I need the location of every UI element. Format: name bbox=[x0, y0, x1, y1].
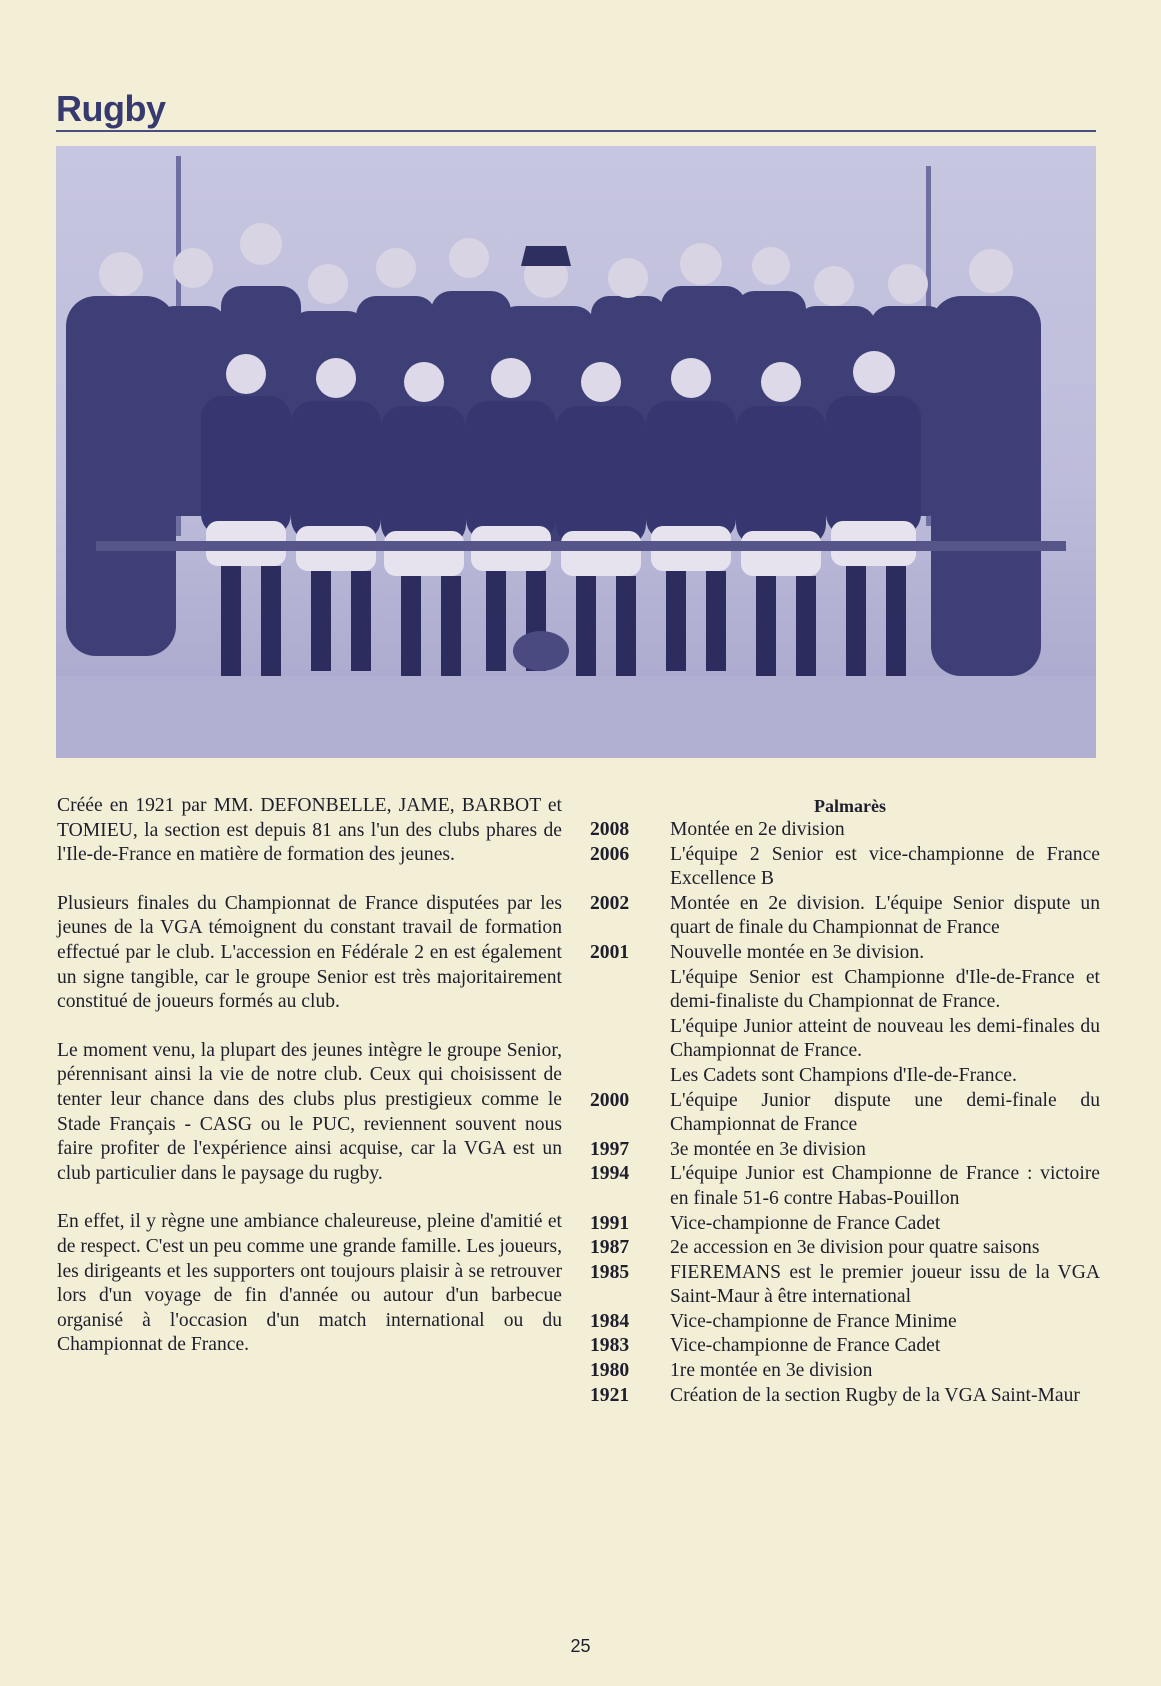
list-item bbox=[590, 966, 1100, 1015]
page-title: Rugby bbox=[56, 88, 166, 129]
year: 2000 bbox=[590, 1089, 630, 1111]
title-underline bbox=[56, 130, 1096, 132]
list-item bbox=[590, 1162, 1100, 1211]
achievement: FIEREMANS est le premier joueur issu de la VGA Saint-Maur à être international bbox=[670, 1261, 1100, 1308]
list-item bbox=[590, 1384, 1100, 1409]
year: 1921 bbox=[590, 1384, 630, 1406]
year: 1980 bbox=[590, 1360, 630, 1382]
achievement: 3e montée en 3e division bbox=[670, 1138, 866, 1160]
list-item bbox=[590, 1236, 1100, 1261]
list-item bbox=[590, 1359, 1100, 1384]
list-item bbox=[590, 1138, 1100, 1163]
team-photo bbox=[56, 146, 1096, 758]
achievement: Les Cadets sont Champions d'Ile-de-France. bbox=[670, 1064, 1017, 1086]
list-item bbox=[590, 818, 1100, 843]
list-item bbox=[590, 1015, 1100, 1064]
achievement: Montée en 2e division bbox=[670, 819, 845, 840]
achievement: L'équipe Junior dispute une demi-finale du Championnat de France bbox=[670, 1089, 1100, 1136]
year: 1983 bbox=[590, 1335, 630, 1357]
achievement: L'équipe Senior est Championne d'Ile-de-France et demi-finaliste du Championnat de France. bbox=[670, 966, 1100, 1013]
year: 2008 bbox=[590, 819, 630, 840]
list-item bbox=[590, 1310, 1100, 1335]
list-item bbox=[590, 1334, 1100, 1359]
year: 1987 bbox=[590, 1237, 630, 1259]
year: 1994 bbox=[590, 1163, 630, 1185]
list-item bbox=[590, 892, 1100, 941]
achievement: Montée en 2e division. L'équipe Senior dispute un quart de finale du Championnat de France bbox=[670, 892, 1100, 939]
year: 1985 bbox=[590, 1261, 630, 1283]
year: 1984 bbox=[590, 1310, 630, 1332]
year: 2001 bbox=[590, 941, 630, 963]
achievement: 1re montée en 3e division bbox=[670, 1360, 873, 1382]
list-item bbox=[590, 1212, 1100, 1237]
paragraph: Plusieurs finales du Championnat de France disputées par les jeunes de la VGA témoignent du constant travail de formation effectué par le club. L'accession en Fédérale 2 en est également un signe tangible, car le groupe Senior est très majoritairement constitué de joueurs formés au club. bbox=[57, 892, 562, 1013]
palmares-list bbox=[590, 818, 1100, 1408]
year bbox=[590, 1064, 670, 1089]
achievement: L'équipe 2 Senior est vice-championne de France Excellence B bbox=[670, 843, 1100, 890]
achievement: L'équipe Junior est Championne de France : victoire en finale 51-6 contre Habas-Pouillon bbox=[670, 1163, 1100, 1209]
list-item bbox=[590, 843, 1100, 892]
year bbox=[590, 1015, 670, 1064]
list-item bbox=[590, 1064, 1100, 1089]
list-item bbox=[590, 1261, 1100, 1310]
year: 2002 bbox=[590, 892, 630, 914]
achievement: Vice-championne de France Cadet bbox=[670, 1335, 941, 1357]
palmares-title: Palmarès bbox=[814, 796, 886, 816]
intro-text bbox=[57, 794, 562, 1382]
achievement: Nouvelle montée en 3e division. bbox=[670, 941, 925, 963]
achievement: Vice-championne de France Minime bbox=[670, 1310, 957, 1332]
list-item bbox=[590, 941, 1100, 966]
year bbox=[590, 966, 670, 1015]
year: 1991 bbox=[590, 1212, 630, 1234]
page-number: 25 bbox=[570, 1636, 591, 1656]
paragraph: Le moment venu, la plupart des jeunes intègre le groupe Senior, pérennisant ainsi la vie de notre club. Ceux qui choisissent de tenter leur chance dans des clubs plus prestigieux comme le Stade Français - CASG ou le PUC, reviennent souvent nous faire profiter de l'expérience ainsi acquise, car la VGA est un club particulier dans le paysage du rugby. bbox=[57, 1039, 562, 1184]
year: 2006 bbox=[590, 843, 630, 865]
achievement: 2e accession en 3e division pour quatre saisons bbox=[670, 1237, 1040, 1259]
paragraph: Créée en 1921 par MM. DEFONBELLE, JAME, BARBOT et TOMIEU, la section est depuis 81 ans l'un des clubs phares de l'Ile-de-France en matière de formation des jeunes. bbox=[57, 795, 562, 866]
list-item bbox=[590, 1089, 1100, 1138]
year: 1997 bbox=[590, 1138, 630, 1160]
achievement: L'équipe Junior atteint de nouveau les demi-finales du Championnat de France. bbox=[670, 1015, 1100, 1062]
achievement: Création de la section Rugby de la VGA Saint-Maur bbox=[670, 1384, 1080, 1406]
achievement: Vice-championne de France Cadet bbox=[670, 1212, 941, 1234]
paragraph: En effet, il y règne une ambiance chaleureuse, pleine d'amitié et de respect. C'est un peu comme une grande famille. Les joueurs, les dirigeants et les supporters ont toujours plaisir à se retrouver lors d'un voyage de fin d'année ou autour d'un barbecue organisé à l'occasion d'un match international ou du Championnat de France. bbox=[57, 1211, 562, 1356]
